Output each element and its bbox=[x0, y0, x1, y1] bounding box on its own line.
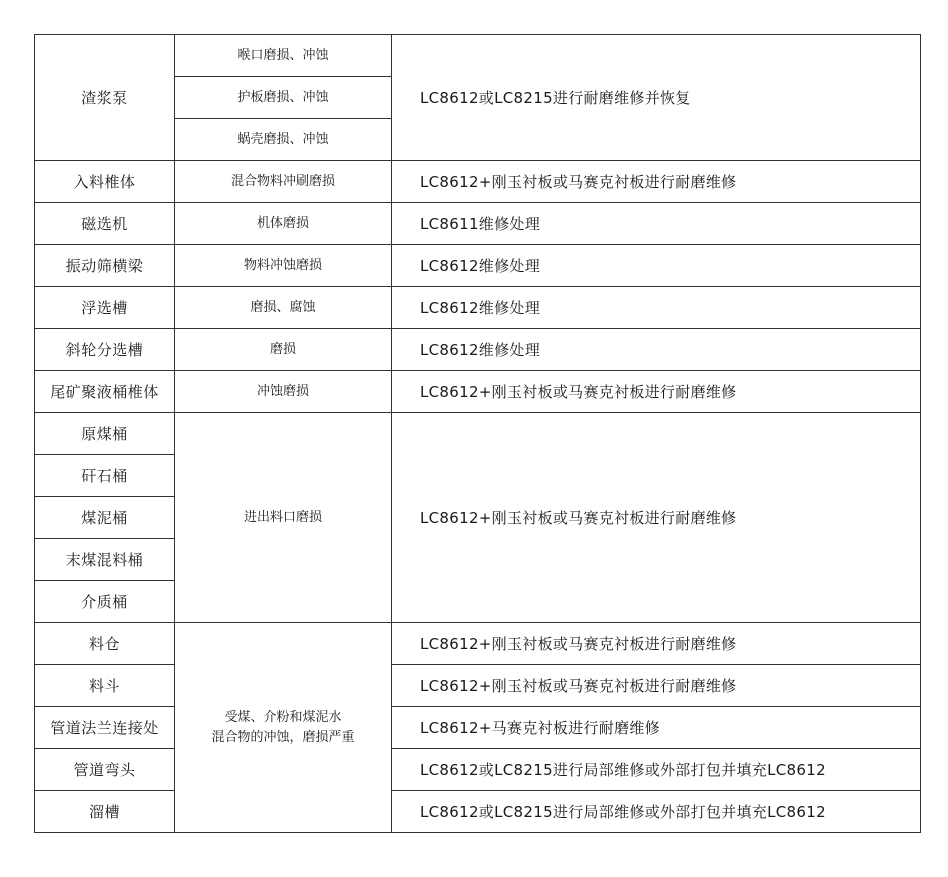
issue-cell: 蜗壳磨损、冲蚀 bbox=[175, 119, 392, 161]
issue-line: 受煤、介粉和煤泥水 bbox=[224, 709, 342, 725]
table-row bbox=[35, 707, 921, 749]
table-row bbox=[35, 161, 921, 203]
equipment-cell: 矸石桶 bbox=[35, 455, 175, 497]
solution-cell: LC8612维修处理 bbox=[392, 287, 921, 329]
table-row bbox=[35, 203, 921, 245]
solution-cell: LC8612或LC8215进行局部维修或外部打包并填充LC8612 bbox=[392, 791, 921, 833]
issue-cell bbox=[175, 623, 392, 833]
issue-cell: 护板磨损、冲蚀 bbox=[175, 77, 392, 119]
equipment-cell: 介质桶 bbox=[35, 581, 175, 623]
equipment-cell: 入料椎体 bbox=[35, 161, 175, 203]
solution-cell: LC8612维修处理 bbox=[392, 329, 921, 371]
equipment-cell: 末煤混料桶 bbox=[35, 539, 175, 581]
equipment-cell: 浮选槽 bbox=[35, 287, 175, 329]
equipment-cell: 料斗 bbox=[35, 665, 175, 707]
equipment-cell: 煤泥桶 bbox=[35, 497, 175, 539]
solution-cell: LC8612或LC8215进行局部维修或外部打包并填充LC8612 bbox=[392, 749, 921, 791]
issue-cell: 物料冲蚀磨损 bbox=[175, 245, 392, 287]
solution-cell: LC8612+刚玉衬板或马赛克衬板进行耐磨维修 bbox=[392, 623, 921, 665]
table-row bbox=[35, 749, 921, 791]
solution-cell: LC8611维修处理 bbox=[392, 203, 921, 245]
solution-cell: LC8612+刚玉衬板或马赛克衬板进行耐磨维修 bbox=[392, 413, 921, 623]
solution-cell: LC8612+马赛克衬板进行耐磨维修 bbox=[392, 707, 921, 749]
issue-cell: 冲蚀磨损 bbox=[175, 371, 392, 413]
table-row bbox=[35, 329, 921, 371]
issue-cell: 磨损、腐蚀 bbox=[175, 287, 392, 329]
issue-cell: 进出料口磨损 bbox=[175, 413, 392, 623]
table-row bbox=[35, 371, 921, 413]
issue-cell: 机体磨损 bbox=[175, 203, 392, 245]
equipment-cell: 料仓 bbox=[35, 623, 175, 665]
solution-cell: LC8612+刚玉衬板或马赛克衬板进行耐磨维修 bbox=[392, 665, 921, 707]
equipment-cell: 溜槽 bbox=[35, 791, 175, 833]
equipment-cell: 管道弯头 bbox=[35, 749, 175, 791]
equipment-cell: 斜轮分选槽 bbox=[35, 329, 175, 371]
table-row bbox=[35, 791, 921, 833]
solution-cell: LC8612+刚玉衬板或马赛克衬板进行耐磨维修 bbox=[392, 161, 921, 203]
solution-cell: LC8612维修处理 bbox=[392, 245, 921, 287]
equipment-cell: 渣浆泵 bbox=[35, 35, 175, 161]
equipment-cell: 尾矿聚液桶椎体 bbox=[35, 371, 175, 413]
equipment-cell: 管道法兰连接处 bbox=[35, 707, 175, 749]
equipment-cell: 振动筛横梁 bbox=[35, 245, 175, 287]
equipment-cell: 原煤桶 bbox=[35, 413, 175, 455]
solution-cell: LC8612或LC8215进行耐磨维修并恢复 bbox=[392, 35, 921, 161]
issue-cell: 喉口磨损、冲蚀 bbox=[175, 35, 392, 77]
table-row bbox=[35, 665, 921, 707]
repair-table bbox=[34, 34, 921, 833]
issue-cell: 磨损 bbox=[175, 329, 392, 371]
table-row bbox=[35, 245, 921, 287]
issue-line: 混合物的冲蚀，磨损严重 bbox=[211, 729, 355, 745]
equipment-cell: 磁选机 bbox=[35, 203, 175, 245]
table-row bbox=[35, 623, 921, 665]
table-row bbox=[35, 287, 921, 329]
table-row bbox=[35, 413, 921, 455]
solution-cell: LC8612+刚玉衬板或马赛克衬板进行耐磨维修 bbox=[392, 371, 921, 413]
issue-cell: 混合物料冲刷磨损 bbox=[175, 161, 392, 203]
table-row bbox=[35, 35, 921, 77]
